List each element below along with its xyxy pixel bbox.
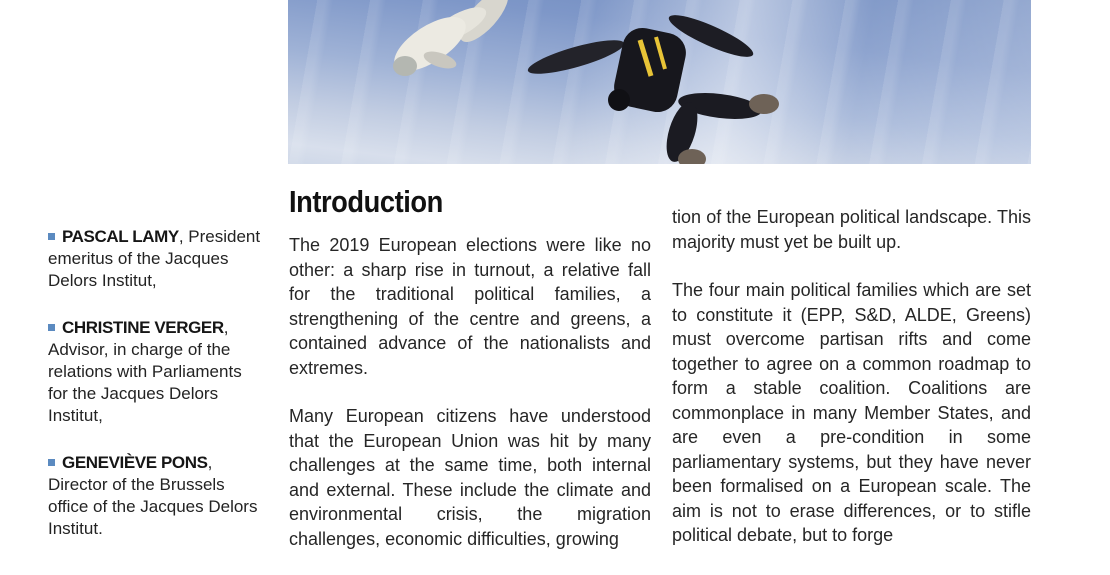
author-entry — [48, 452, 264, 540]
body-paragraph: tion of the European political landscape. This majority must yet be built up. — [672, 207, 1031, 252]
skydiver-light-icon — [386, 0, 516, 81]
bullet-square-icon — [48, 233, 55, 240]
section-heading: Introduction — [289, 184, 443, 219]
skydivers-illustration — [288, 0, 1031, 164]
author-name: PASCAL LAMY — [62, 227, 179, 246]
author-entry — [48, 317, 264, 427]
body-paragraph: The 2019 European elections were like no other: a sharp rise in turnout, a relative fall for the traditional political families, a strengthening of the centre and greens, a contained advance of the nationalists and extremes. — [289, 235, 651, 378]
author-name: CHRISTINE VERGER — [62, 318, 224, 337]
body-paragraph: Many European citizens have understood that the European Union was hit by many challenges at the same time, both internal and external. These include the climate and environmental crisis, the migration challenges, economic difficulties, growing — [289, 406, 651, 549]
skydivers-photo — [288, 0, 1031, 164]
author-role: , Director of the Brussels office of the Jacques Delors Institut. — [48, 453, 258, 538]
author-entry — [48, 226, 264, 292]
bullet-square-icon — [48, 459, 55, 466]
authors-sidebar — [48, 226, 264, 565]
author-name: GENEVIÈVE PONS — [62, 453, 208, 472]
left-text-column — [289, 183, 651, 575]
right-text-column — [672, 205, 1031, 572]
author-role: , Advisor, in charge of the relations with Parliaments for the Jacques Delors Institut, — [48, 318, 242, 425]
author-role: , President emeritus of the Jacques Delors Institut, — [48, 227, 261, 290]
bullet-square-icon — [48, 324, 55, 331]
body-paragraph: The four main political families which are set to constitute it (EPP, S&D, ALDE, Greens) must overcome partisan rifts and come together to agree on a common roadmap to form a stable coalition. Coalitions are commonplace in many Member States, and are even a pre-condition in some parliamentary systems, but they have never been formalised on a European scale. The aim is not to erase differences, or to stifle political debate, but to forge — [672, 280, 1031, 545]
skydiver-dark-icon — [525, 8, 779, 164]
